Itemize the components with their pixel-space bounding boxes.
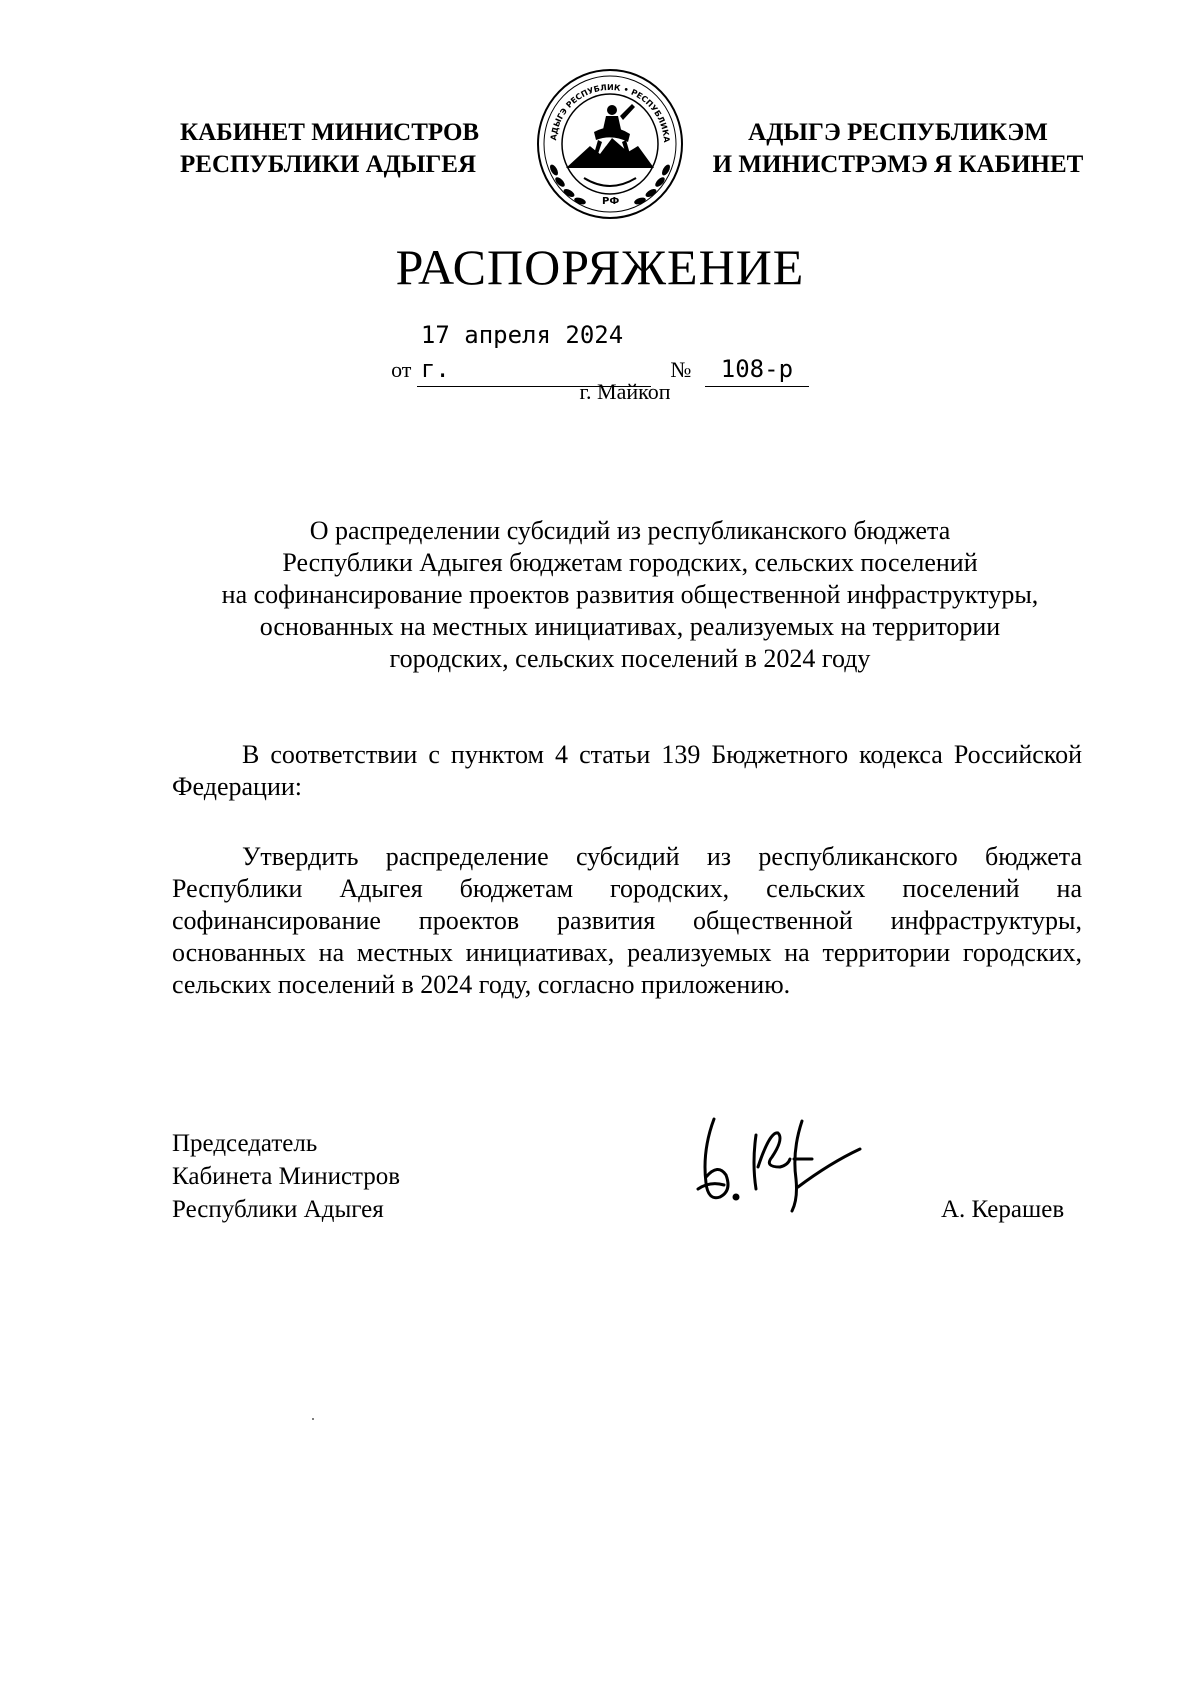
subject-line1: О распределении субсидий из республиканского бюджета bbox=[309, 516, 951, 545]
body-paragraph-2: Утвердить распределение субсидий из республиканского бюджета Республики Адыгея бюджетам городских, сельских поселений на софинансирование проектов развития общественной инфраструктуры, основанных на местных инициативах, реализуемых на территории городских, сельских поселений в 2024 году, согласно приложению. bbox=[172, 842, 1082, 999]
body-paragraph-1: В соответствии с пунктом 4 статьи 139 Бюджетного кодекса Российской Федерации: bbox=[172, 740, 1082, 801]
signer-name: А. Керашев bbox=[941, 1196, 1065, 1223]
signer-position-line1: Председатель bbox=[172, 1130, 318, 1157]
signer-position-line2: Кабинета Министров bbox=[172, 1163, 401, 1190]
signer-position-line3: Республики Адыгея bbox=[172, 1196, 384, 1223]
header-left bbox=[180, 117, 510, 181]
date-line bbox=[0, 318, 1200, 387]
header-right-line2: И МИНИСТРЭМЭ Я КАБИНЕТ bbox=[712, 151, 1084, 178]
handwritten-signature bbox=[680, 1105, 870, 1225]
signer-position bbox=[172, 1127, 400, 1226]
svg-text:АДЫГЭ РЕСПУБЛИК • РЕСПУБЛИКА А: АДЫГЭ РЕСПУБЛИК • РЕСПУБЛИКА bbox=[549, 82, 672, 143]
coat-of-arms-icon bbox=[532, 60, 688, 220]
subject-line2: Республики Адыгея бюджетам городских, сельских поселений bbox=[282, 548, 978, 577]
header-left-line1: КАБИНЕТ МИНИСТРОВ bbox=[180, 119, 480, 146]
document-title: РАСПОРЯЖЕНИЕ bbox=[395, 239, 805, 295]
header-left-line2: РЕСПУБЛИКИ АДЫГЕЯ bbox=[180, 151, 477, 178]
number-label: № bbox=[670, 357, 692, 382]
subject-line3: на софинансирование проектов развития общественной инфраструктуры, bbox=[221, 580, 1039, 609]
header-right-line1: АДЫГЭ РЕСПУБЛИКЭМ bbox=[748, 119, 1048, 146]
document-number: 108-р bbox=[705, 352, 809, 387]
header-right bbox=[688, 117, 1108, 181]
city: г. Майкоп bbox=[579, 379, 671, 404]
document-date: 17 апреля 2024 г. bbox=[417, 318, 651, 387]
emblem-bottom-text: РФ bbox=[602, 196, 620, 207]
subject bbox=[170, 515, 1090, 675]
subject-line4: основанных на местных инициативах, реализуемых на территории bbox=[259, 612, 1001, 641]
date-prefix: от bbox=[391, 357, 412, 382]
subject-line5: городских, сельских поселений в 2024 году bbox=[389, 644, 871, 673]
scan-artifact bbox=[312, 1418, 314, 1420]
